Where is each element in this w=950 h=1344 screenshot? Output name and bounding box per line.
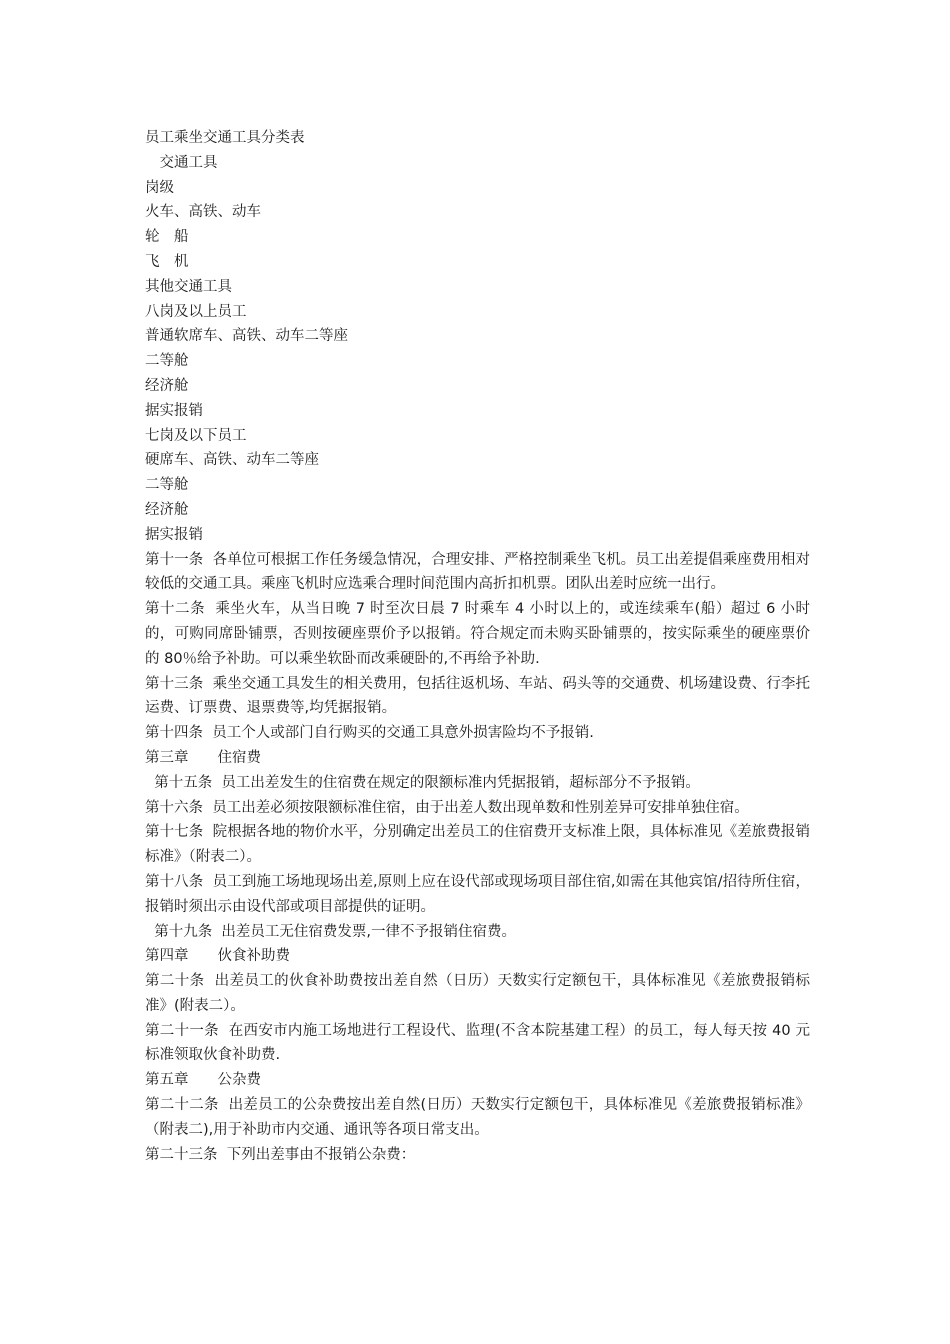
document-body (145, 126, 810, 1167)
article-19: 第十九条 出差员工无住宿费发票,一律不予报销住宿费。 (145, 923, 517, 940)
table-cell: 二等舱 (145, 353, 189, 370)
article-17: 第十七条 院根据各地的物价水平，分别确定出差员工的住宿费开支标准上限，具体标准见《差旅费报销标准》（附表二）。 (145, 824, 810, 866)
table-cell: 据实报销 (145, 526, 203, 543)
article-23: 第二十三条 下列出差事由不报销公杂费： (145, 1146, 416, 1163)
article-12: 第十二条 乘坐火车，从当日晚 7 时至次日晨 7 时乘车 4 小时以上的，或连续乘车(船）超过 6 小时的，可购同席卧铺票，否则按硬座票价予以报销。符合规定而未购买卧铺票的，按实际乘坐的硬座票价的 80％给予补助。可以乘坐软卧而改乘硬卧的,不再给予补助. (145, 601, 810, 667)
table-cell: 七岗及以下员工 (145, 427, 247, 444)
table-header-ship: 轮 船 (145, 229, 189, 246)
table-title: 员工乘坐交通工具分类表 (145, 130, 305, 146)
table-cell: 硬席车、高铁、动车二等座 (145, 452, 319, 469)
table-cell: 据实报销 (145, 402, 203, 419)
article-20: 第二十条 出差员工的伙食补助费按出差自然（日历）天数实行定额包干，具体标准见《差旅费报销标准》(附表二）。 (145, 973, 810, 1014)
article-16: 第十六条 员工出差必须按限额标准住宿，由于出差人数出现单数和性别差异可安排单独住宿。 (145, 799, 749, 816)
article-14: 第十四条 员工个人或部门自行购买的交通工具意外损害险均不予报销. (145, 725, 594, 742)
table-cell: 经济舱 (145, 501, 189, 518)
article-11: 第十一条 各单位可根据工作任务缓急情况，合理安排、严格控制乘坐飞机。员工出差提倡乘座费用相对较低的交通工具。乘座飞机时应选乘合理时间范围内高折扣机票。团队出差时应统一出行。 (145, 551, 810, 593)
chapter-5-heading: 第五章 公杂费 (145, 1072, 261, 1089)
table-header-other: 其他交通工具 (145, 278, 232, 295)
table-header-train: 火车、高铁、动车 (145, 204, 261, 221)
chapter-4-heading: 第四章 伙食补助费 (145, 948, 290, 965)
article-21: 第二十一条 在西安市内施工场地进行工程设代、监理(不含本院基建工程）的员工，每人每天按 40 元标准领取伙食补助费. (145, 1022, 810, 1064)
article-22: 第二十二条 出差员工的公杂费按出差自然(日历）天数实行定额包干，具体标准见《差旅费报销标准》（附表二),用于补助市内交通、通讯等各项日常支出。 (145, 1097, 810, 1138)
table-cell: 经济舱 (145, 377, 189, 394)
article-13: 第十三条 乘坐交通工具发生的相关费用，包括往返机场、车站、码头等的交通费、机场建设费、行李托运费、订票费、退票费等,均凭据报销。 (145, 675, 810, 717)
table-cell: 普通软席车、高铁、动车二等座 (145, 328, 348, 345)
article-15: 第十五条 员工出差发生的住宿费在规定的限额标准内凭据报销，超标部分不予报销。 (145, 774, 700, 791)
table-header-vehicle: 交通工具 (145, 154, 218, 171)
chapter-3-heading: 第三章 住宿费 (145, 749, 261, 766)
table-header-grade: 岗级 (145, 179, 174, 196)
table-cell: 八岗及以上员工 (145, 303, 247, 320)
table-header-plane: 飞 机 (145, 253, 189, 270)
table-cell: 二等舱 (145, 477, 189, 494)
article-18: 第十八条 员工到施工场地现场出差,原则上应在设代部或现场项目部住宿,如需在其他宾馆/招待所住宿，报销时须出示由设代部或项目部提供的证明。 (145, 873, 810, 915)
